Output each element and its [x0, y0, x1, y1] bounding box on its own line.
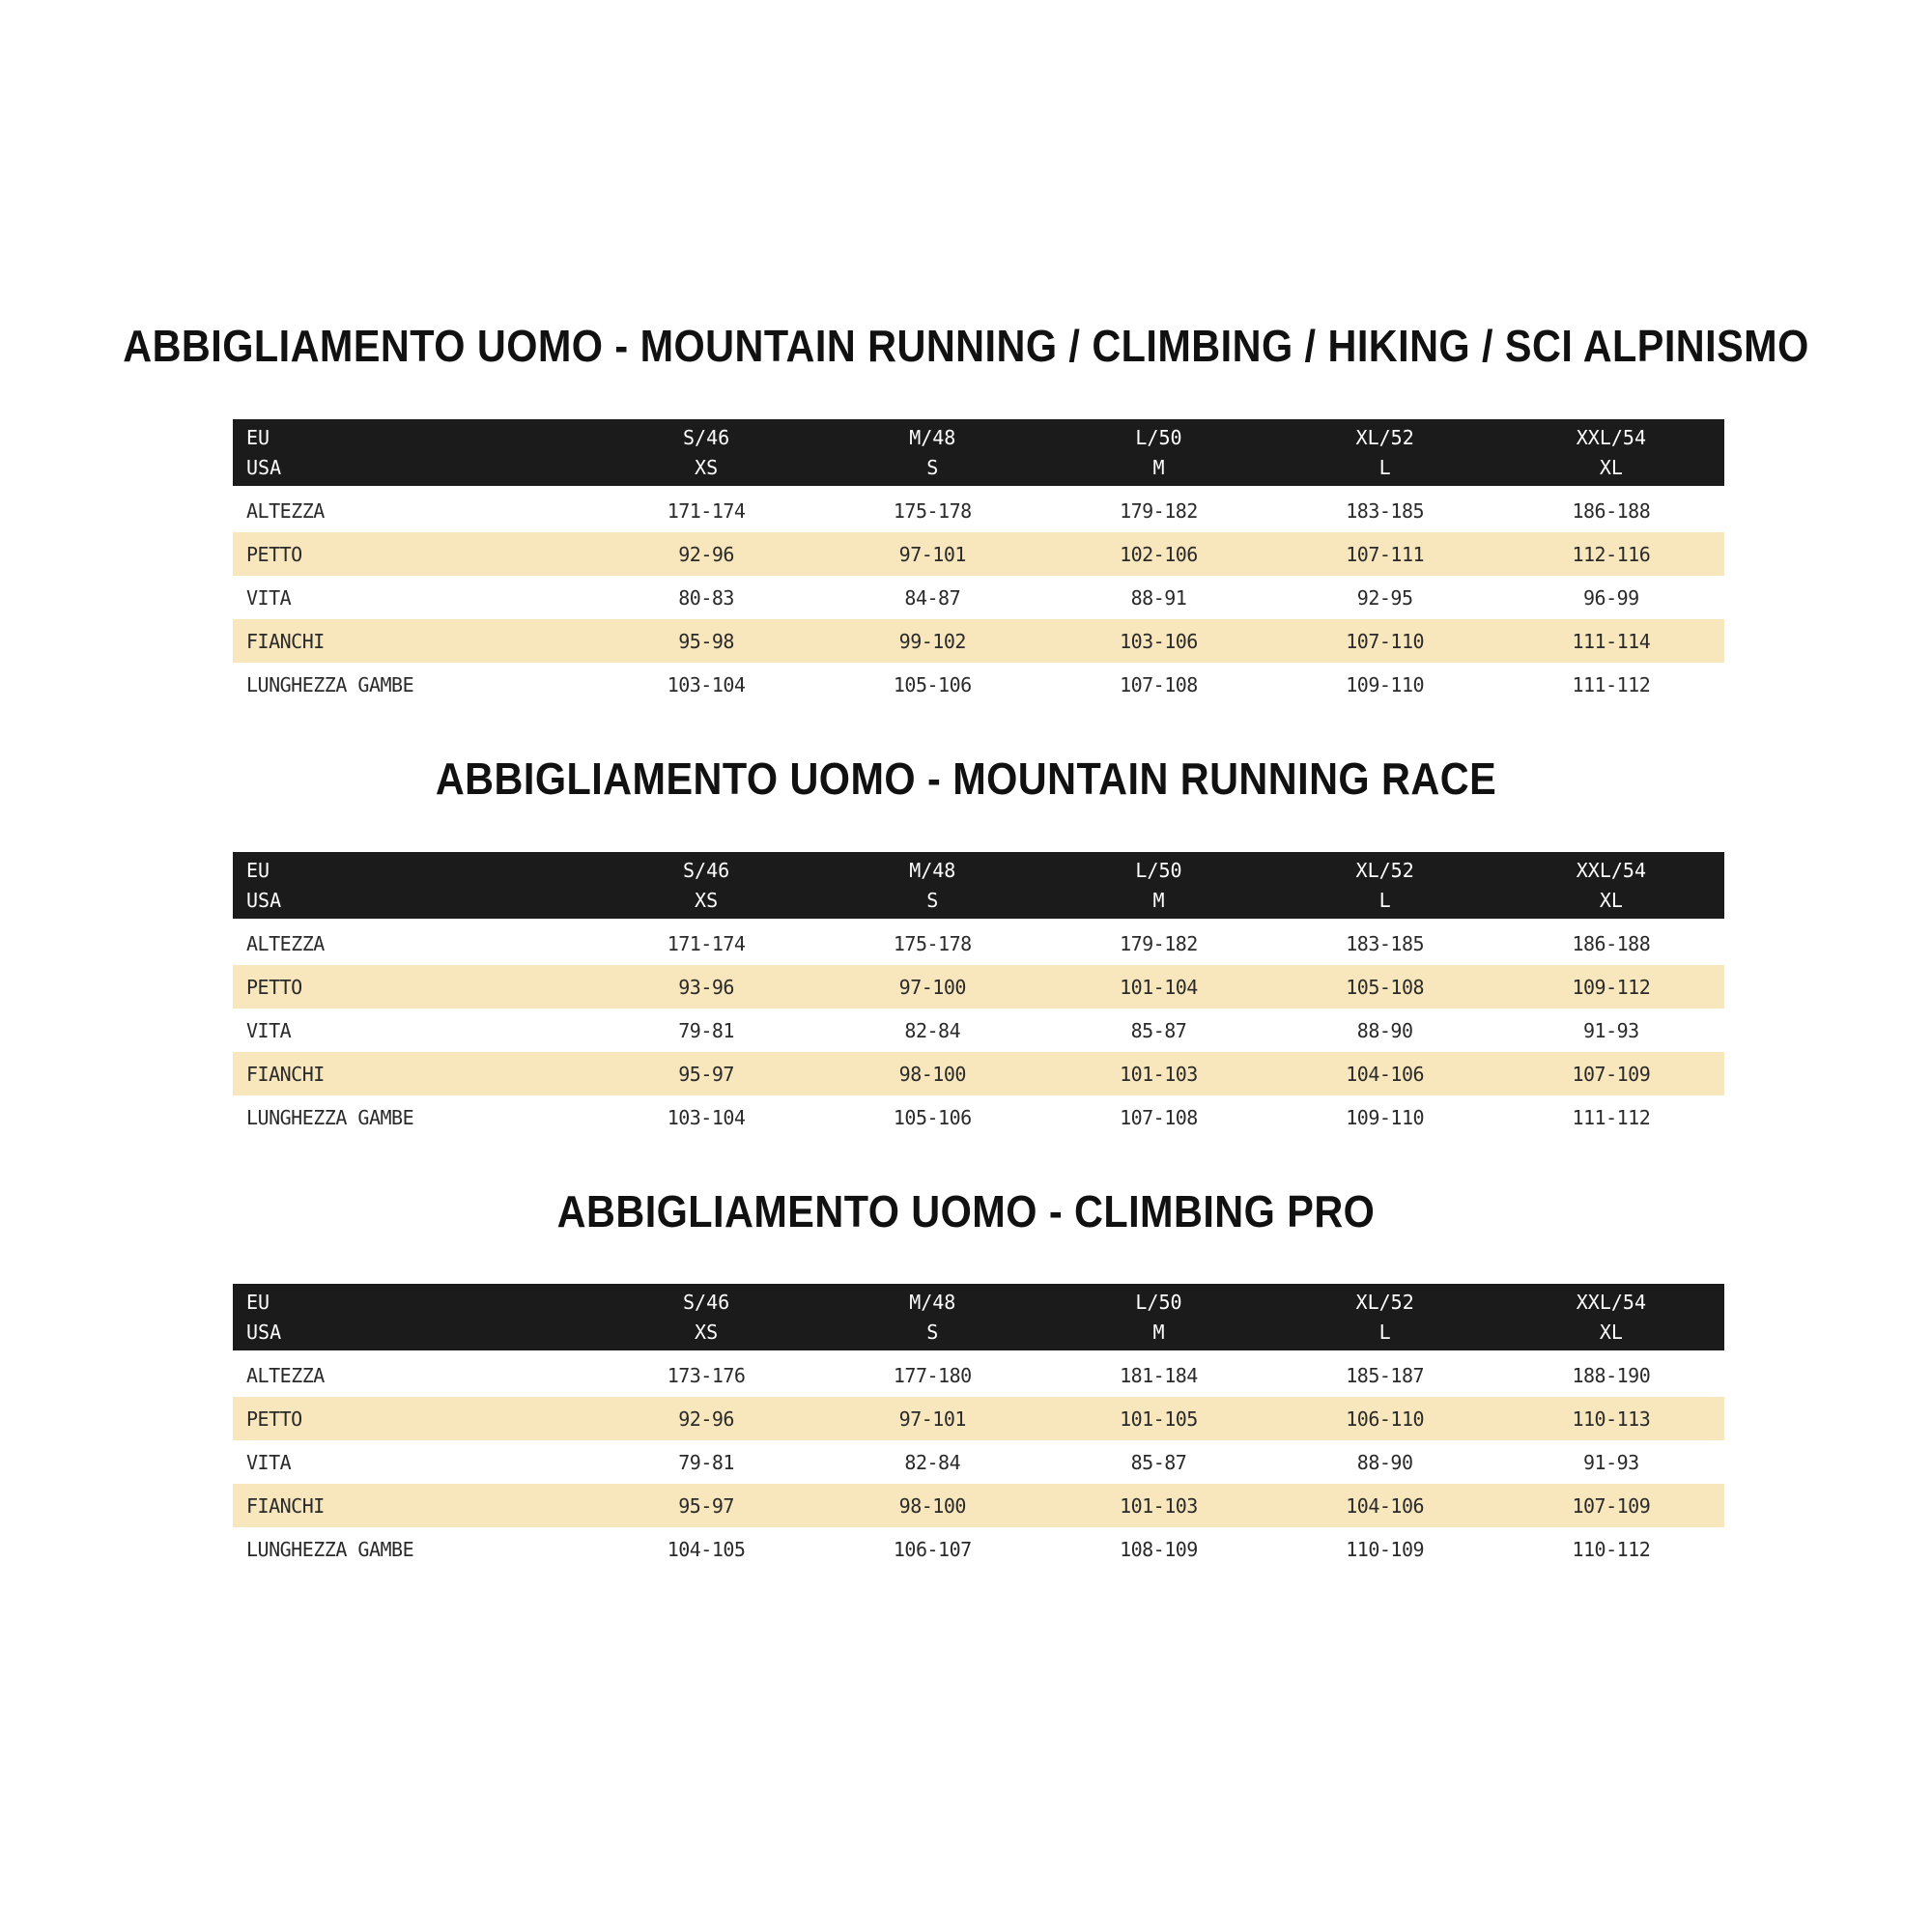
table-row — [233, 532, 1724, 576]
row-label: PETTO — [246, 975, 302, 999]
header-eu-label: EU — [246, 858, 270, 882]
cell-value: 183-185 — [1346, 498, 1425, 523]
header-size-cell — [1272, 852, 1498, 919]
cell-value: 107-109 — [1572, 1062, 1651, 1086]
table-row — [233, 1440, 1724, 1484]
cell-value: 97-101 — [898, 1406, 966, 1431]
header-size-cell — [593, 1284, 819, 1350]
cell-value: 173-176 — [667, 1363, 746, 1387]
row-label: ALTEZZA — [246, 1363, 325, 1387]
cell-value: 84-87 — [904, 585, 961, 610]
cell-value: 85-87 — [1130, 1018, 1187, 1042]
cell-value: 106-107 — [893, 1537, 972, 1561]
size-eu: M/48 — [909, 858, 956, 882]
cell-value: 109-110 — [1346, 1105, 1425, 1129]
header-size-cell — [819, 852, 1045, 919]
table-row — [233, 663, 1724, 706]
cell-value: 91-93 — [1583, 1450, 1639, 1474]
cell-value: 106-110 — [1346, 1406, 1425, 1431]
table-row — [233, 922, 1724, 965]
cell-value: 186-188 — [1572, 498, 1651, 523]
cell-value: 103-104 — [667, 672, 746, 696]
table-row — [233, 576, 1724, 619]
size-usa: S — [926, 888, 939, 912]
cell-value: 107-109 — [1572, 1493, 1651, 1518]
row-label: LUNGHEZZA GAMBE — [246, 1105, 414, 1129]
cell-value: 105-106 — [893, 1105, 972, 1129]
row-label: PETTO — [246, 1406, 302, 1431]
header-usa-label: USA — [246, 1320, 282, 1344]
cell-value: 79-81 — [678, 1018, 734, 1042]
cell-value: 101-105 — [1120, 1406, 1198, 1431]
size-eu: L/50 — [1135, 425, 1182, 449]
cell-value: 101-104 — [1120, 975, 1198, 999]
size-usa: XS — [695, 888, 719, 912]
cell-value: 88-91 — [1130, 585, 1187, 610]
section-title: ABBIGLIAMENTO UOMO - MOUNTAIN RUNNING RACE — [435, 753, 1497, 804]
cell-value: 102-106 — [1120, 542, 1198, 566]
size-usa: XL — [1599, 455, 1623, 479]
cell-value: 171-174 — [667, 498, 746, 523]
size-usa: XS — [695, 455, 719, 479]
header-label-cell — [233, 1284, 593, 1350]
size-eu: XL/52 — [1355, 1290, 1414, 1314]
cell-value: 179-182 — [1120, 931, 1198, 955]
header-size-cell — [1498, 852, 1724, 919]
cell-value: 97-101 — [898, 542, 966, 566]
size-usa: XL — [1599, 1320, 1623, 1344]
table-row — [233, 965, 1724, 1009]
size-eu: XL/52 — [1355, 425, 1414, 449]
cell-value: 101-103 — [1120, 1493, 1198, 1518]
cell-value: 104-106 — [1346, 1493, 1425, 1518]
cell-value: 95-97 — [678, 1062, 734, 1086]
size-usa: S — [926, 455, 939, 479]
cell-value: 92-95 — [1356, 585, 1413, 610]
size-usa: S — [926, 1320, 939, 1344]
size-table — [233, 852, 1724, 1139]
cell-value: 103-106 — [1120, 629, 1198, 653]
cell-value: 79-81 — [678, 1450, 734, 1474]
table-row — [233, 619, 1724, 663]
header-size-cell — [819, 419, 1045, 486]
header-size-cell — [1272, 419, 1498, 486]
section-title: ABBIGLIAMENTO UOMO - MOUNTAIN RUNNING / CLIMBING / HIKING / SCI ALPINISMO — [123, 321, 1809, 371]
cell-value: 185-187 — [1346, 1363, 1425, 1387]
table-header-row — [233, 419, 1724, 486]
cell-value: 188-190 — [1572, 1363, 1651, 1387]
header-size-cell — [1045, 1284, 1271, 1350]
cell-value: 99-102 — [898, 629, 966, 653]
size-usa: L — [1378, 888, 1391, 912]
cell-value: 85-87 — [1130, 1450, 1187, 1474]
size-usa: L — [1378, 455, 1391, 479]
cell-value: 80-83 — [678, 585, 734, 610]
cell-value: 92-96 — [678, 542, 734, 566]
cell-value: 112-116 — [1572, 542, 1651, 566]
size-eu: L/50 — [1135, 858, 1182, 882]
cell-value: 82-84 — [904, 1018, 961, 1042]
size-eu: S/46 — [683, 425, 730, 449]
cell-value: 104-106 — [1346, 1062, 1425, 1086]
table-row — [233, 1484, 1724, 1527]
cell-value: 107-111 — [1346, 542, 1425, 566]
cell-value: 88-90 — [1356, 1450, 1413, 1474]
row-label: FIANCHI — [246, 1493, 325, 1518]
size-eu: XXL/54 — [1576, 858, 1646, 882]
cell-value: 111-112 — [1572, 672, 1651, 696]
cell-value: 98-100 — [898, 1062, 966, 1086]
cell-value: 97-100 — [898, 975, 966, 999]
size-usa: XL — [1599, 888, 1623, 912]
header-size-cell — [819, 1284, 1045, 1350]
size-eu: S/46 — [683, 1290, 730, 1314]
header-size-cell — [1272, 1284, 1498, 1350]
cell-value: 181-184 — [1120, 1363, 1198, 1387]
header-size-cell — [1045, 852, 1271, 919]
cell-value: 186-188 — [1572, 931, 1651, 955]
size-table — [233, 1284, 1724, 1571]
table-row — [233, 1052, 1724, 1095]
row-label: VITA — [246, 1018, 292, 1042]
size-usa: XS — [695, 1320, 719, 1344]
table-row — [233, 489, 1724, 532]
header-label-cell — [233, 419, 593, 486]
cell-value: 108-109 — [1120, 1537, 1198, 1561]
cell-value: 95-98 — [678, 629, 734, 653]
table-row — [233, 1353, 1724, 1397]
size-eu: M/48 — [909, 425, 956, 449]
table-header-row — [233, 852, 1724, 919]
cell-value: 101-103 — [1120, 1062, 1198, 1086]
row-label: VITA — [246, 1450, 292, 1474]
header-size-cell — [1498, 419, 1724, 486]
cell-value: 179-182 — [1120, 498, 1198, 523]
cell-value: 91-93 — [1583, 1018, 1639, 1042]
cell-value: 183-185 — [1346, 931, 1425, 955]
cell-value: 107-108 — [1120, 672, 1198, 696]
cell-value: 175-178 — [893, 498, 972, 523]
header-usa-label: USA — [246, 888, 282, 912]
row-label: ALTEZZA — [246, 498, 325, 523]
cell-value: 175-178 — [893, 931, 972, 955]
cell-value: 110-112 — [1572, 1537, 1651, 1561]
table-row — [233, 1095, 1724, 1139]
header-eu-label: EU — [246, 425, 270, 449]
table-row — [233, 1397, 1724, 1440]
size-eu: XXL/54 — [1576, 1290, 1646, 1314]
cell-value: 88-90 — [1356, 1018, 1413, 1042]
cell-value: 92-96 — [678, 1406, 734, 1431]
size-table — [233, 419, 1724, 706]
size-usa: M — [1152, 888, 1165, 912]
header-size-cell — [593, 852, 819, 919]
row-label: LUNGHEZZA GAMBE — [246, 1537, 414, 1561]
size-eu: L/50 — [1135, 1290, 1182, 1314]
row-label: FIANCHI — [246, 629, 325, 653]
cell-value: 107-110 — [1346, 629, 1425, 653]
table-row — [233, 1009, 1724, 1052]
cell-value: 104-105 — [667, 1537, 746, 1561]
row-label: PETTO — [246, 542, 302, 566]
cell-value: 95-97 — [678, 1493, 734, 1518]
cell-value: 109-110 — [1346, 672, 1425, 696]
row-label: VITA — [246, 585, 292, 610]
cell-value: 93-96 — [678, 975, 734, 999]
row-label: FIANCHI — [246, 1062, 325, 1086]
cell-value: 96-99 — [1583, 585, 1639, 610]
cell-value: 111-112 — [1572, 1105, 1651, 1129]
size-usa: M — [1152, 455, 1165, 479]
header-size-cell — [1498, 1284, 1724, 1350]
header-label-cell — [233, 852, 593, 919]
cell-value: 111-114 — [1572, 629, 1651, 653]
cell-value: 177-180 — [893, 1363, 972, 1387]
cell-value: 109-112 — [1572, 975, 1651, 999]
size-usa: M — [1152, 1320, 1165, 1344]
cell-value: 82-84 — [904, 1450, 961, 1474]
size-eu: S/46 — [683, 858, 730, 882]
row-label: ALTEZZA — [246, 931, 325, 955]
cell-value: 171-174 — [667, 931, 746, 955]
cell-value: 105-106 — [893, 672, 972, 696]
table-header-row — [233, 1284, 1724, 1350]
header-size-cell — [1045, 419, 1271, 486]
size-eu: M/48 — [909, 1290, 956, 1314]
table-row — [233, 1527, 1724, 1571]
header-size-cell — [593, 419, 819, 486]
cell-value: 98-100 — [898, 1493, 966, 1518]
cell-value: 110-113 — [1572, 1406, 1651, 1431]
size-eu: XXL/54 — [1576, 425, 1646, 449]
cell-value: 105-108 — [1346, 975, 1425, 999]
section-title: ABBIGLIAMENTO UOMO - CLIMBING PRO — [556, 1186, 1376, 1236]
cell-value: 103-104 — [667, 1105, 746, 1129]
size-eu: XL/52 — [1355, 858, 1414, 882]
header-usa-label: USA — [246, 455, 282, 479]
cell-value: 107-108 — [1120, 1105, 1198, 1129]
size-usa: L — [1378, 1320, 1391, 1344]
cell-value: 110-109 — [1346, 1537, 1425, 1561]
header-eu-label: EU — [246, 1290, 270, 1314]
row-label: LUNGHEZZA GAMBE — [246, 672, 414, 696]
